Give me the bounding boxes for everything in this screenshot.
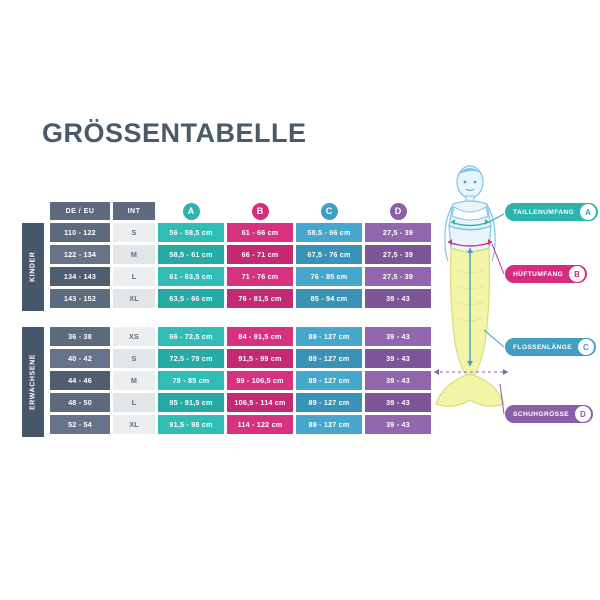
cell-de-eu: 44 - 46	[50, 371, 110, 390]
page-title: GRÖSSENTABELLE	[42, 118, 307, 148]
cell-de-eu: 143 - 152	[50, 289, 110, 308]
legend-badge-b: B	[569, 266, 585, 282]
cell-de-eu: 48 - 50	[50, 393, 110, 412]
cell-b: 114 - 122 cm	[227, 415, 293, 434]
legend-badge-d: D	[575, 406, 591, 422]
legend-item-taillenumfang	[505, 203, 598, 221]
table-row	[44, 371, 431, 390]
cell-int: XS	[113, 327, 155, 346]
cell-b: 99 - 106,5 cm	[227, 371, 293, 390]
cell-d: 39 - 43	[365, 371, 431, 390]
table-header-row	[22, 202, 422, 220]
cell-d: 39 - 43	[365, 289, 431, 308]
legend-label-a: TAILLENUMFANG	[513, 208, 575, 216]
group-divider	[22, 311, 422, 327]
column-header-de-eu: DE / EU	[50, 202, 110, 220]
cell-c: 89 - 127 cm	[296, 371, 362, 390]
column-header-c	[296, 202, 362, 220]
group-kinder	[22, 223, 422, 311]
cell-de-eu: 110 - 122	[50, 223, 110, 242]
cell-b: 71 - 76 cm	[227, 267, 293, 286]
cell-int: S	[113, 349, 155, 368]
table-row	[44, 415, 431, 434]
measure-badge-b: B	[252, 203, 269, 220]
cell-de-eu: 52 - 54	[50, 415, 110, 434]
cell-b: 91,5 - 99 cm	[227, 349, 293, 368]
table-row	[44, 349, 431, 368]
legend-label-c: FLOSSENLÄNGE	[513, 343, 573, 351]
cell-int: XL	[113, 289, 155, 308]
cell-c: 89 - 127 cm	[296, 415, 362, 434]
cell-d: 39 - 43	[365, 393, 431, 412]
group-label-kinder: KINDER	[22, 223, 44, 311]
legend-badge-c: C	[578, 339, 594, 355]
cell-b: 61 - 66 cm	[227, 223, 293, 242]
legend-item-flossenlaenge	[505, 338, 596, 356]
column-header-int: INT	[113, 202, 155, 220]
cell-c: 85 - 94 cm	[296, 289, 362, 308]
cell-a: 72,5 - 79 cm	[158, 349, 224, 368]
legend-label-b: HÜFTUMFANG	[513, 270, 564, 278]
legend-item-hueftumfang	[505, 265, 587, 283]
category-spacer	[22, 202, 44, 220]
cell-int: L	[113, 393, 155, 412]
cell-c: 89 - 127 cm	[296, 393, 362, 412]
mermaid-figure-area	[420, 160, 598, 440]
cell-c: 89 - 127 cm	[296, 349, 362, 368]
cell-int: L	[113, 267, 155, 286]
cell-int: M	[113, 371, 155, 390]
cell-d: 27,5 - 39	[365, 267, 431, 286]
cell-de-eu: 134 - 143	[50, 267, 110, 286]
legend-item-schuhgroesse	[505, 405, 593, 423]
cell-c: 67,5 - 76 cm	[296, 245, 362, 264]
cell-a: 91,5 - 98 cm	[158, 415, 224, 434]
cell-a: 56 - 58,5 cm	[158, 223, 224, 242]
group-label-erwachsene: ERWACHSENE	[22, 327, 44, 437]
mermaid-illustration	[420, 160, 598, 440]
cell-a: 58,5 - 61 cm	[158, 245, 224, 264]
cell-int: S	[113, 223, 155, 242]
cell-b: 106,5 - 114 cm	[227, 393, 293, 412]
cell-d: 39 - 43	[365, 327, 431, 346]
cell-b: 66 - 71 cm	[227, 245, 293, 264]
table-row	[44, 223, 431, 242]
cell-int: XL	[113, 415, 155, 434]
size-table	[22, 202, 422, 437]
cell-int: M	[113, 245, 155, 264]
cell-de-eu: 122 - 134	[50, 245, 110, 264]
cell-a: 63,5 - 66 cm	[158, 289, 224, 308]
cell-b: 84 - 91,5 cm	[227, 327, 293, 346]
cell-de-eu: 36 - 38	[50, 327, 110, 346]
cell-d: 27,5 - 39	[365, 223, 431, 242]
legend-badge-a: A	[580, 204, 596, 220]
table-row	[44, 267, 431, 286]
cell-c: 58,5 - 66 cm	[296, 223, 362, 242]
cell-a: 61 - 63,5 cm	[158, 267, 224, 286]
table-row	[44, 245, 431, 264]
table-row	[44, 327, 431, 346]
cell-d: 39 - 43	[365, 349, 431, 368]
cell-de-eu: 40 - 42	[50, 349, 110, 368]
cell-a: 79 - 85 cm	[158, 371, 224, 390]
measure-badge-a: A	[183, 203, 200, 220]
cell-a: 85 - 91,5 cm	[158, 393, 224, 412]
column-header-b	[227, 202, 293, 220]
cell-d: 39 - 43	[365, 415, 431, 434]
cell-c: 76 - 85 cm	[296, 267, 362, 286]
cell-a: 66 - 72,5 cm	[158, 327, 224, 346]
cell-c: 89 - 127 cm	[296, 327, 362, 346]
measure-badge-c: C	[321, 203, 338, 220]
table-row	[44, 289, 431, 308]
cell-b: 76 - 81,5 cm	[227, 289, 293, 308]
table-row	[44, 393, 431, 412]
legend-label-d: SCHUHGRÖSSE	[513, 410, 570, 418]
group-erwachsene	[22, 327, 422, 437]
column-header-a	[158, 202, 224, 220]
measure-badge-d: D	[390, 203, 407, 220]
cell-d: 27,5 - 39	[365, 245, 431, 264]
